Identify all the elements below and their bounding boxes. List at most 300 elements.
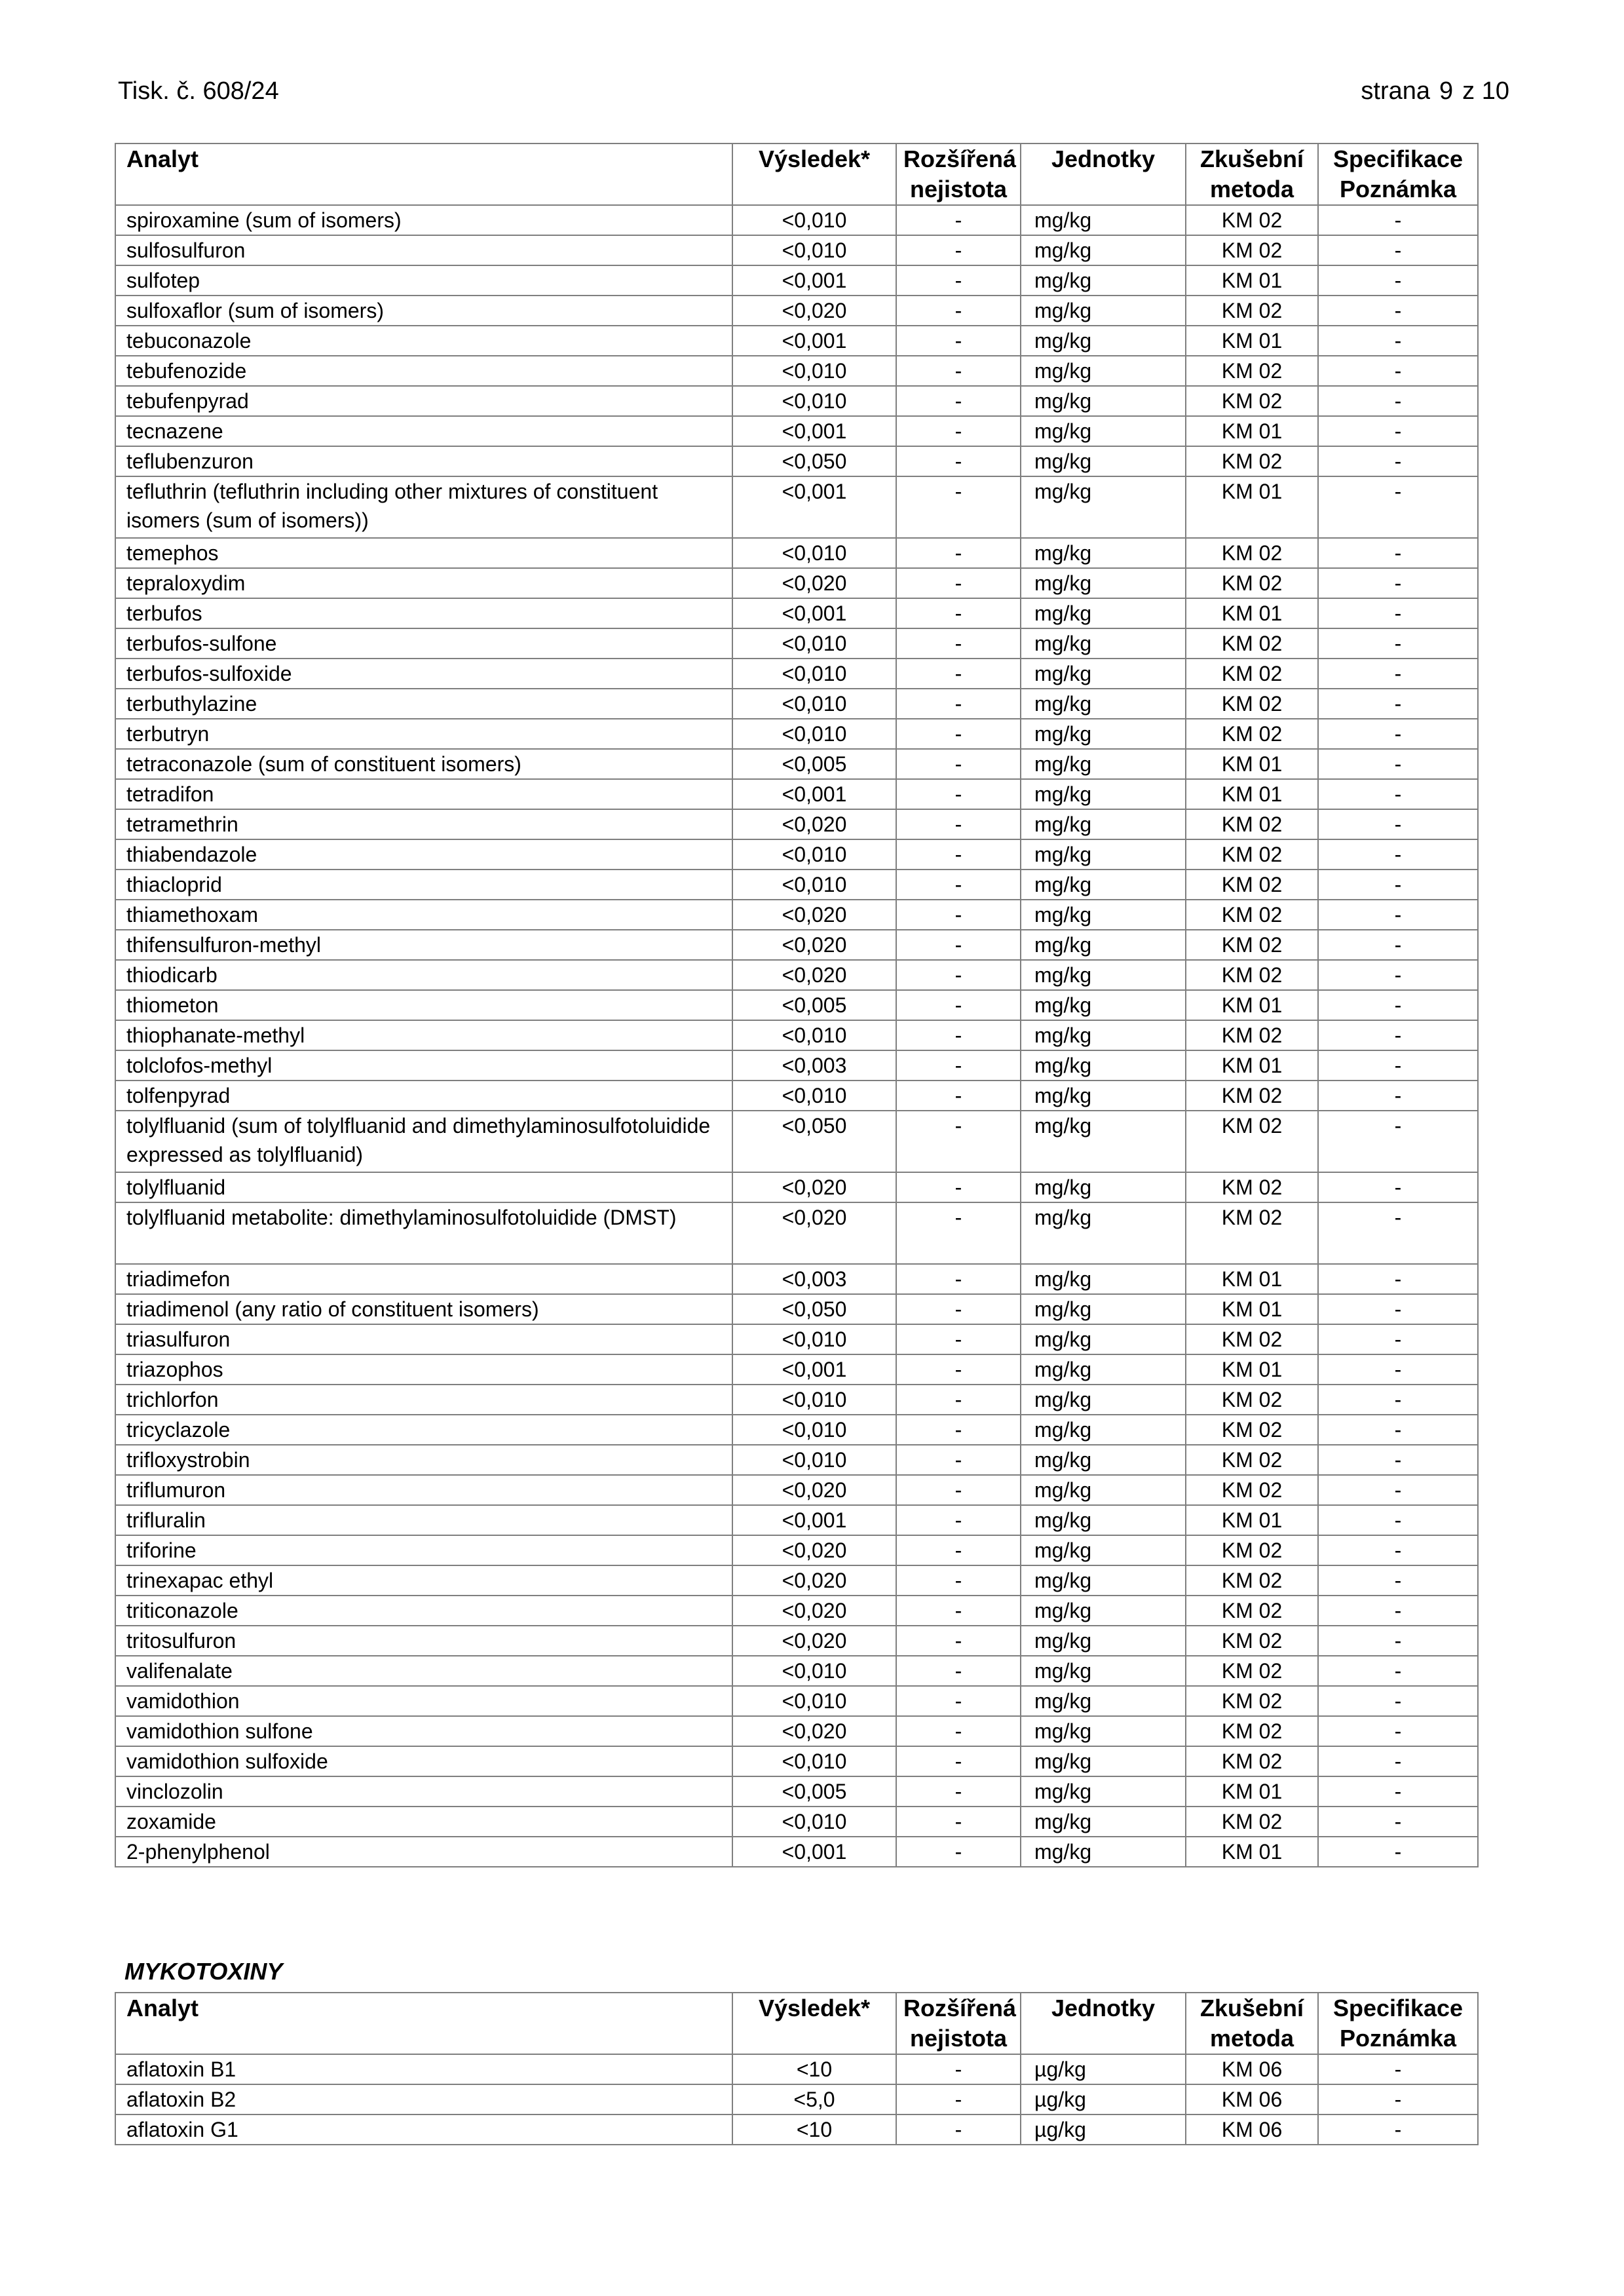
table-row <box>115 1202 1478 1264</box>
cell-spec: - <box>1318 568 1478 598</box>
cell-analyt: tetraconazole (sum of constituent isomers) <box>115 749 732 779</box>
table-row <box>115 1776 1478 1807</box>
cell-unit: mg/kg <box>1021 1385 1186 1415</box>
cell-method: KM 02 <box>1186 960 1318 990</box>
cell-spec: - <box>1318 1505 1478 1535</box>
cell-analyt: teflubenzuron <box>115 446 732 476</box>
cell-result: <0,020 <box>732 1626 896 1656</box>
cell-result: <0,010 <box>732 1686 896 1716</box>
cell-uncertainty: - <box>896 749 1021 779</box>
cell-uncertainty: - <box>896 628 1021 659</box>
cell-result: <0,010 <box>732 1020 896 1050</box>
cell-spec: - <box>1318 1172 1478 1202</box>
cell-spec: - <box>1318 1686 1478 1716</box>
cell-uncertainty: - <box>896 265 1021 296</box>
cell-uncertainty: - <box>896 1385 1021 1415</box>
cell-uncertainty: - <box>896 1081 1021 1111</box>
cell-unit: mg/kg <box>1021 1475 1186 1505</box>
cell-analyt: sulfotep <box>115 265 732 296</box>
cell-analyt: tolclofos-methyl <box>115 1050 732 1081</box>
table-row <box>115 809 1478 839</box>
cell-uncertainty: - <box>896 1535 1021 1565</box>
cell-method: KM 02 <box>1186 1807 1318 1837</box>
cell-uncertainty: - <box>896 1294 1021 1324</box>
cell-result: <0,020 <box>732 930 896 960</box>
cell-unit: mg/kg <box>1021 1050 1186 1081</box>
cell-analyt: zoxamide <box>115 1807 732 1837</box>
cell-spec: - <box>1318 1111 1478 1172</box>
cell-unit: mg/kg <box>1021 1626 1186 1656</box>
header-spec: Specifikace Poznámka <box>1318 144 1478 205</box>
cell-method: KM 02 <box>1186 1172 1318 1202</box>
cell-method: KM 02 <box>1186 1415 1318 1445</box>
cell-result: <0,010 <box>732 719 896 749</box>
cell-analyt: vamidothion <box>115 1686 732 1716</box>
cell-spec: - <box>1318 598 1478 628</box>
cell-spec: - <box>1318 446 1478 476</box>
cell-uncertainty: - <box>896 598 1021 628</box>
cell-unit: mg/kg <box>1021 689 1186 719</box>
cell-uncertainty: - <box>896 2054 1021 2084</box>
header-unit: Jednotky <box>1021 1993 1186 2054</box>
cell-unit: mg/kg <box>1021 1776 1186 1807</box>
cell-unit: mg/kg <box>1021 1445 1186 1475</box>
table-row <box>115 1294 1478 1324</box>
table-row <box>115 568 1478 598</box>
cell-spec: - <box>1318 1264 1478 1294</box>
header-unit: Jednotky <box>1021 144 1186 205</box>
header-method: Zkušební metoda <box>1186 144 1318 205</box>
cell-analyt: aflatoxin B2 <box>115 2084 732 2114</box>
cell-uncertainty: - <box>896 326 1021 356</box>
cell-unit: mg/kg <box>1021 1535 1186 1565</box>
cell-spec: - <box>1318 205 1478 235</box>
cell-method: KM 02 <box>1186 1626 1318 1656</box>
cell-method: KM 02 <box>1186 446 1318 476</box>
cell-analyt: trifloxystrobin <box>115 1445 732 1475</box>
table-row <box>115 749 1478 779</box>
cell-method: KM 01 <box>1186 326 1318 356</box>
cell-spec: - <box>1318 779 1478 809</box>
cell-spec: - <box>1318 296 1478 326</box>
header-result: Výsledek* <box>732 1993 896 2054</box>
cell-analyt: tecnazene <box>115 416 732 446</box>
cell-spec: - <box>1318 416 1478 446</box>
cell-unit: mg/kg <box>1021 1264 1186 1294</box>
cell-analyt: triflumuron <box>115 1475 732 1505</box>
cell-method: KM 02 <box>1186 1202 1318 1264</box>
cell-spec: - <box>1318 960 1478 990</box>
cell-unit: mg/kg <box>1021 1807 1186 1837</box>
cell-unit: mg/kg <box>1021 628 1186 659</box>
cell-analyt: trifluralin <box>115 1505 732 1535</box>
cell-spec: - <box>1318 1565 1478 1596</box>
table-row <box>115 1505 1478 1535</box>
table-row <box>115 2054 1478 2084</box>
cell-result: <0,010 <box>732 689 896 719</box>
cell-analyt: thiamethoxam <box>115 900 732 930</box>
table-row <box>115 1172 1478 1202</box>
cell-result: <0,020 <box>732 1475 896 1505</box>
cell-uncertainty: - <box>896 1716 1021 1746</box>
cell-uncertainty: - <box>896 1837 1021 1867</box>
table-row <box>115 1596 1478 1626</box>
cell-method: KM 02 <box>1186 1475 1318 1505</box>
cell-analyt: 2-phenylphenol <box>115 1837 732 1867</box>
cell-method: KM 02 <box>1186 659 1318 689</box>
cell-unit: mg/kg <box>1021 1837 1186 1867</box>
cell-analyt: thiophanate-methyl <box>115 1020 732 1050</box>
cell-result: <0,050 <box>732 1111 896 1172</box>
cell-spec: - <box>1318 538 1478 568</box>
cell-analyt: sulfosulfuron <box>115 235 732 265</box>
cell-unit: mg/kg <box>1021 870 1186 900</box>
cell-method: KM 01 <box>1186 476 1318 538</box>
cell-result: <0,020 <box>732 1202 896 1264</box>
cell-spec: - <box>1318 1354 1478 1385</box>
cell-spec: - <box>1318 930 1478 960</box>
cell-analyt: terbufos-sulfone <box>115 628 732 659</box>
table-row <box>115 1837 1478 1867</box>
pesticide-results-table <box>115 143 1479 1867</box>
cell-method: KM 01 <box>1186 749 1318 779</box>
cell-result: <0,010 <box>732 1415 896 1445</box>
cell-unit: mg/kg <box>1021 779 1186 809</box>
table-row <box>115 205 1478 235</box>
cell-spec: - <box>1318 1596 1478 1626</box>
header-uncertainty: Rozšířená nejistota <box>896 144 1021 205</box>
table-row <box>115 416 1478 446</box>
cell-unit: mg/kg <box>1021 719 1186 749</box>
cell-spec: - <box>1318 386 1478 416</box>
cell-unit: mg/kg <box>1021 1505 1186 1535</box>
cell-analyt: aflatoxin B1 <box>115 2054 732 2084</box>
cell-spec: - <box>1318 1807 1478 1837</box>
table-row <box>115 870 1478 900</box>
cell-spec: - <box>1318 1837 1478 1867</box>
cell-uncertainty: - <box>896 870 1021 900</box>
cell-method: KM 02 <box>1186 1111 1318 1172</box>
cell-uncertainty: - <box>896 1505 1021 1535</box>
cell-analyt: terbufos-sulfoxide <box>115 659 732 689</box>
cell-spec: - <box>1318 1050 1478 1081</box>
cell-unit: mg/kg <box>1021 538 1186 568</box>
cell-method: KM 02 <box>1186 235 1318 265</box>
cell-method: KM 06 <box>1186 2054 1318 2084</box>
cell-spec: - <box>1318 900 1478 930</box>
cell-result: <0,020 <box>732 296 896 326</box>
cell-result: <0,010 <box>732 1385 896 1415</box>
cell-result: <0,003 <box>732 1050 896 1081</box>
cell-method: KM 02 <box>1186 1385 1318 1415</box>
cell-analyt: tebuconazole <box>115 326 732 356</box>
cell-uncertainty: - <box>896 205 1021 235</box>
cell-spec: - <box>1318 990 1478 1020</box>
table-row <box>115 476 1478 538</box>
cell-unit: mg/kg <box>1021 1081 1186 1111</box>
cell-result: <10 <box>732 2054 896 2084</box>
table-row <box>115 930 1478 960</box>
cell-unit: mg/kg <box>1021 416 1186 446</box>
cell-uncertainty: - <box>896 839 1021 870</box>
cell-analyt: triasulfuron <box>115 1324 732 1354</box>
cell-unit: µg/kg <box>1021 2084 1186 2114</box>
cell-result: <0,020 <box>732 1596 896 1626</box>
cell-spec: - <box>1318 326 1478 356</box>
cell-spec: - <box>1318 689 1478 719</box>
cell-result: <0,005 <box>732 749 896 779</box>
table-row <box>115 719 1478 749</box>
cell-analyt: tetradifon <box>115 779 732 809</box>
cell-spec: - <box>1318 1202 1478 1264</box>
cell-result: <0,020 <box>732 1565 896 1596</box>
cell-method: KM 02 <box>1186 205 1318 235</box>
cell-method: KM 02 <box>1186 1324 1318 1354</box>
cell-unit: mg/kg <box>1021 659 1186 689</box>
header-analyt: Analyt <box>115 144 732 205</box>
table-row <box>115 1535 1478 1565</box>
cell-uncertainty: - <box>896 1111 1021 1172</box>
cell-analyt: temephos <box>115 538 732 568</box>
cell-spec: - <box>1318 839 1478 870</box>
table-row <box>115 235 1478 265</box>
cell-uncertainty: - <box>896 1445 1021 1475</box>
cell-spec: - <box>1318 1535 1478 1565</box>
table-row <box>115 689 1478 719</box>
cell-analyt: spiroxamine (sum of isomers) <box>115 205 732 235</box>
cell-result: <0,020 <box>732 900 896 930</box>
cell-analyt: triazophos <box>115 1354 732 1385</box>
cell-result: <0,020 <box>732 1716 896 1746</box>
cell-analyt: triforine <box>115 1535 732 1565</box>
cell-method: KM 02 <box>1186 930 1318 960</box>
cell-analyt: triadimefon <box>115 1264 732 1294</box>
cell-unit: mg/kg <box>1021 900 1186 930</box>
cell-result: <0,050 <box>732 446 896 476</box>
cell-unit: mg/kg <box>1021 749 1186 779</box>
cell-spec: - <box>1318 1324 1478 1354</box>
cell-analyt: trinexapac ethyl <box>115 1565 732 1596</box>
cell-analyt: terbutryn <box>115 719 732 749</box>
table-row <box>115 446 1478 476</box>
cell-unit: mg/kg <box>1021 1172 1186 1202</box>
cell-uncertainty: - <box>896 719 1021 749</box>
table-row <box>115 659 1478 689</box>
cell-unit: mg/kg <box>1021 1415 1186 1445</box>
table-header-row <box>115 1993 1478 2054</box>
cell-unit: mg/kg <box>1021 386 1186 416</box>
cell-uncertainty: - <box>896 779 1021 809</box>
cell-result: <0,010 <box>732 1656 896 1686</box>
cell-spec: - <box>1318 659 1478 689</box>
cell-unit: mg/kg <box>1021 839 1186 870</box>
cell-result: <0,003 <box>732 1264 896 1294</box>
cell-analyt: triticonazole <box>115 1596 732 1626</box>
table-row <box>115 1081 1478 1111</box>
cell-method: KM 02 <box>1186 1716 1318 1746</box>
table-row <box>115 598 1478 628</box>
cell-result: <0,010 <box>732 538 896 568</box>
header-uncertainty: Rozšířená nejistota <box>896 1993 1021 2054</box>
cell-method: KM 01 <box>1186 598 1318 628</box>
cell-unit: mg/kg <box>1021 326 1186 356</box>
cell-analyt: trichlorfon <box>115 1385 732 1415</box>
table-row <box>115 1111 1478 1172</box>
mycotoxin-results-table <box>115 1992 1479 2145</box>
cell-uncertainty: - <box>896 446 1021 476</box>
cell-method: KM 01 <box>1186 416 1318 446</box>
cell-method: KM 02 <box>1186 538 1318 568</box>
cell-uncertainty: - <box>896 1746 1021 1776</box>
cell-unit: µg/kg <box>1021 2114 1186 2145</box>
cell-result: <0,010 <box>732 356 896 386</box>
cell-result: <0,020 <box>732 960 896 990</box>
table-row <box>115 1264 1478 1294</box>
cell-unit: mg/kg <box>1021 809 1186 839</box>
cell-uncertainty: - <box>896 1264 1021 1294</box>
table-row <box>115 2114 1478 2145</box>
header-spec: Specifikace Poznámka <box>1318 1993 1478 2054</box>
cell-spec: - <box>1318 1656 1478 1686</box>
cell-method: KM 01 <box>1186 1354 1318 1385</box>
cell-uncertainty: - <box>896 689 1021 719</box>
cell-method: KM 06 <box>1186 2084 1318 2114</box>
cell-unit: mg/kg <box>1021 1354 1186 1385</box>
cell-result: <0,010 <box>732 1081 896 1111</box>
cell-result: <0,020 <box>732 568 896 598</box>
cell-unit: mg/kg <box>1021 356 1186 386</box>
page-header <box>118 77 1509 117</box>
cell-spec: - <box>1318 2054 1478 2084</box>
cell-method: KM 02 <box>1186 689 1318 719</box>
cell-method: KM 02 <box>1186 839 1318 870</box>
cell-analyt: vamidothion sulfone <box>115 1716 732 1746</box>
cell-method: KM 02 <box>1186 1565 1318 1596</box>
header-analyt: Analyt <box>115 1993 732 2054</box>
cell-method: KM 02 <box>1186 900 1318 930</box>
cell-uncertainty: - <box>896 1202 1021 1264</box>
cell-result: <0,010 <box>732 205 896 235</box>
cell-uncertainty: - <box>896 809 1021 839</box>
cell-analyt: tolylfluanid (sum of tolylfluanid and dimethylaminosulfotoluidide expressed as tolylfluanid) <box>115 1111 732 1172</box>
cell-result: <0,010 <box>732 386 896 416</box>
cell-analyt: tritosulfuron <box>115 1626 732 1656</box>
cell-method: KM 02 <box>1186 1535 1318 1565</box>
cell-uncertainty: - <box>896 568 1021 598</box>
cell-unit: µg/kg <box>1021 2054 1186 2084</box>
cell-analyt: aflatoxin G1 <box>115 2114 732 2145</box>
cell-result: <0,010 <box>732 839 896 870</box>
cell-spec: - <box>1318 1081 1478 1111</box>
cell-method: KM 02 <box>1186 568 1318 598</box>
cell-method: KM 06 <box>1186 2114 1318 2145</box>
cell-result: <5,0 <box>732 2084 896 2114</box>
cell-spec: - <box>1318 2084 1478 2114</box>
cell-unit: mg/kg <box>1021 1746 1186 1776</box>
cell-analyt: tetramethrin <box>115 809 732 839</box>
table-row <box>115 1354 1478 1385</box>
page-current: 9 <box>1439 77 1454 105</box>
cell-spec: - <box>1318 1716 1478 1746</box>
cell-method: KM 01 <box>1186 1505 1318 1535</box>
cell-result: <0,010 <box>732 235 896 265</box>
cell-uncertainty: - <box>896 235 1021 265</box>
page-label: strana <box>1361 77 1431 105</box>
cell-analyt: tolylfluanid <box>115 1172 732 1202</box>
cell-uncertainty: - <box>896 1354 1021 1385</box>
cell-uncertainty: - <box>896 2084 1021 2114</box>
cell-result: <0,005 <box>732 990 896 1020</box>
cell-uncertainty: - <box>896 1475 1021 1505</box>
cell-result: <0,001 <box>732 1505 896 1535</box>
cell-analyt: sulfoxaflor (sum of isomers) <box>115 296 732 326</box>
cell-spec: - <box>1318 1385 1478 1415</box>
table-row <box>115 1475 1478 1505</box>
cell-analyt: tolylfluanid metabolite: dimethylaminosulfotoluidide (DMST) <box>115 1202 732 1264</box>
cell-method: KM 02 <box>1186 1596 1318 1626</box>
cell-unit: mg/kg <box>1021 1020 1186 1050</box>
document-number: Tisk. č. 608/24 <box>118 77 279 105</box>
cell-analyt: tebufenozide <box>115 356 732 386</box>
cell-uncertainty: - <box>896 296 1021 326</box>
table-row <box>115 1415 1478 1445</box>
cell-unit: mg/kg <box>1021 990 1186 1020</box>
cell-method: KM 01 <box>1186 1776 1318 1807</box>
table-row <box>115 2084 1478 2114</box>
cell-uncertainty: - <box>896 930 1021 960</box>
cell-method: KM 02 <box>1186 809 1318 839</box>
table-row <box>115 960 1478 990</box>
cell-unit: mg/kg <box>1021 1111 1186 1172</box>
table-row <box>115 1445 1478 1475</box>
cell-spec: - <box>1318 1626 1478 1656</box>
cell-result: <0,050 <box>732 1294 896 1324</box>
table-row <box>115 326 1478 356</box>
cell-unit: mg/kg <box>1021 1202 1186 1264</box>
cell-spec: - <box>1318 356 1478 386</box>
page-total: z 10 <box>1462 77 1509 105</box>
cell-method: KM 02 <box>1186 296 1318 326</box>
cell-method: KM 01 <box>1186 1050 1318 1081</box>
cell-unit: mg/kg <box>1021 1686 1186 1716</box>
cell-result: <0,020 <box>732 809 896 839</box>
cell-method: KM 02 <box>1186 386 1318 416</box>
cell-result: <0,001 <box>732 326 896 356</box>
cell-analyt: terbuthylazine <box>115 689 732 719</box>
mycotoxins-title: MYKOTOXINY <box>124 1958 283 1985</box>
cell-uncertainty: - <box>896 538 1021 568</box>
cell-method: KM 02 <box>1186 1020 1318 1050</box>
table-row <box>115 1626 1478 1656</box>
table-header-row <box>115 144 1478 205</box>
cell-analyt: triadimenol (any ratio of constituent isomers) <box>115 1294 732 1324</box>
table-row <box>115 1686 1478 1716</box>
cell-result: <0,020 <box>732 1535 896 1565</box>
cell-uncertainty: - <box>896 1656 1021 1686</box>
table-row <box>115 1716 1478 1746</box>
cell-analyt: thiacloprid <box>115 870 732 900</box>
cell-uncertainty: - <box>896 1596 1021 1626</box>
cell-spec: - <box>1318 1020 1478 1050</box>
cell-method: KM 01 <box>1186 265 1318 296</box>
cell-result: <0,001 <box>732 598 896 628</box>
cell-uncertainty: - <box>896 990 1021 1020</box>
cell-uncertainty: - <box>896 1626 1021 1656</box>
table-row <box>115 839 1478 870</box>
cell-unit: mg/kg <box>1021 1294 1186 1324</box>
cell-uncertainty: - <box>896 1807 1021 1837</box>
cell-method: KM 02 <box>1186 870 1318 900</box>
